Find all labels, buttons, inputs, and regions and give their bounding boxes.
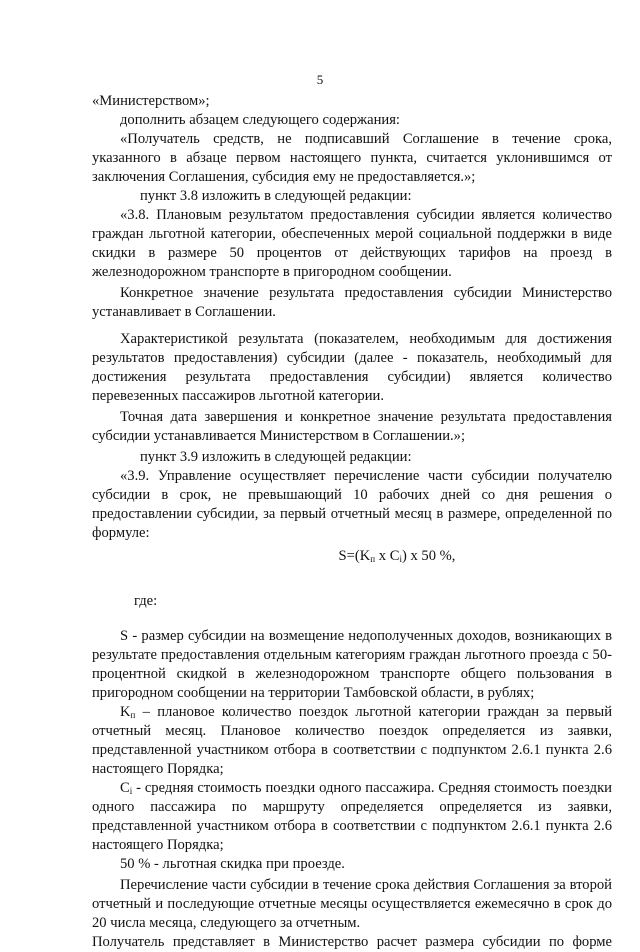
paragraph: «Получатель средств, не подписавший Соглашение в течение срока, указанного в абзаце первом настоящего пункта, считается уклонившимся от заключения Соглашения, субсидия ему не предоставляется.»;: [92, 131, 612, 185]
paragraph: пункт 3.9 изложить в следующей редакции:: [140, 449, 412, 465]
where-label: где:: [134, 593, 158, 609]
paragraph: Точная дата завершения и конкретное значение результата предоставления субсидии устанавливается Министерством в Соглашении.»;: [92, 409, 612, 444]
page-number: 5: [316, 72, 324, 87]
definition-discount: 50 % - льготная скидка при проезде.: [120, 856, 345, 872]
paragraph: Получатель представляет в Министерство расчет размера субсидии по форме: [92, 934, 612, 950]
paragraph: дополнить абзацем следующего содержания:: [120, 112, 400, 128]
paragraph: «3.8. Плановым результатом предоставления субсидии является количество граждан льготной категории, обеспеченных мерой социальной поддержки в виде скидки в размере 50 процентов от действующих тарифов на проезд в железнодорожном транспорте в пригородном сообщении.: [92, 207, 612, 280]
paragraph: Характеристикой результата (показателем, необходимым для достижения результатов предоставления) субсидии (далее - показатель, необходимый для достижения результата предоставления субсидии) является количество перевезенных пассажиров льготной категории.: [92, 331, 612, 404]
paragraph: Перечисление части субсидии в течение срока действия Соглашения за второй отчетный и последующие отчетные месяцы осуществляется ежемесячно в срок до 20 числа месяца, следующего за отчетным.: [92, 877, 612, 931]
definition-s: S - размер субсидии на возмещение недополученных доходов, возникающих в результате предоставления отдельным категориям граждан льготного проезда с 50-процентной скидкой в железнодорожном транспорте общего пользования в пригородном сообщении на территории Тамбовской области, в рублях;: [92, 628, 612, 701]
paragraph: пункт 3.8 изложить в следующей редакции:: [140, 188, 412, 204]
paragraph: Конкретное значение результата предоставления субсидии Министерство устанавливает в Соглашении.: [92, 285, 612, 320]
definition-c: $C_i$ - средняя стоимость поездки одного пассажира. Средняя стоимость поездки одного пассажира по маршруту определяется определяется из заявки, представленной участником отбора в соответствии с подпунктом 2.6.1 пункта 2.6 настоящего Порядка;: [92, 780, 612, 853]
document-body: [92, 92, 612, 952]
formula: $S=(K_п$ x $C_i$) x 50 %,: [338, 548, 456, 564]
definition-k: $K_п$ – плановое количество поездок льготной категории граждан за первый отчетный месяц. Плановое количество поездок определяется из заявки, представленной участником отбора в соответствии с подпунктом 2.6.1 пункта 2.6 настоящего Порядка;: [92, 704, 612, 777]
paragraph: «Министерством»;: [92, 93, 210, 109]
paragraph: «3.9. Управление осуществляет перечисление части субсидии получателю субсидии в срок, не превышающий 10 рабочих дней со дня решения о предоставлении субсидии, за первый отчетный месяц в размере, определенной по формуле:: [92, 468, 612, 541]
